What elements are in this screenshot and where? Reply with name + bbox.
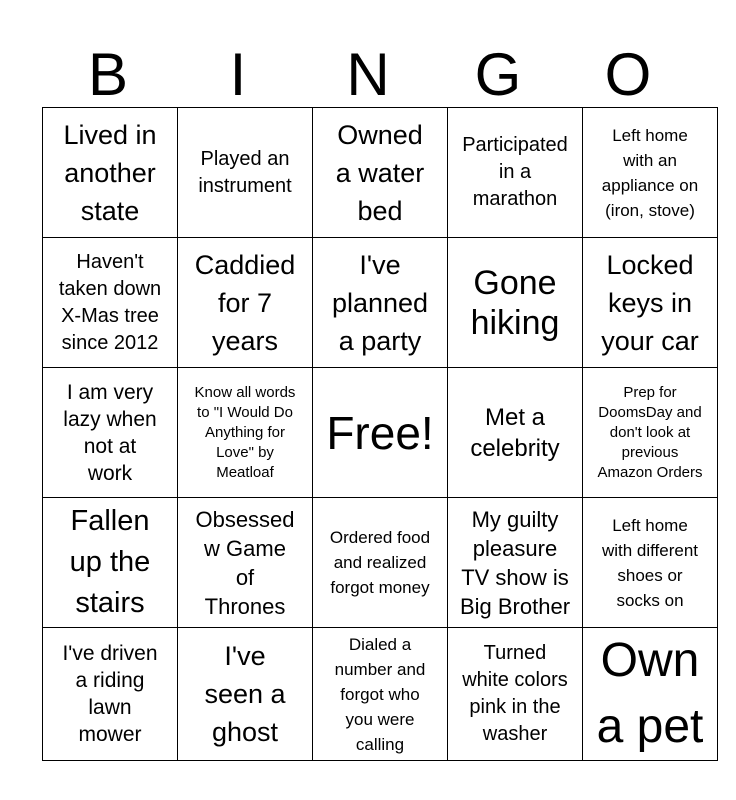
header-letter-o: O [604, 41, 652, 108]
cell-text: Locked keys in your car [601, 249, 699, 356]
cell-text: I've planned a party [331, 249, 429, 356]
cell-text: Gone hiking [470, 263, 560, 342]
cell-text: Left home with different shoes or socks on [601, 515, 699, 610]
bingo-cell[interactable] [178, 238, 313, 368]
board-row [43, 368, 718, 498]
header-letter-g: G [474, 41, 522, 108]
free-cell[interactable] [313, 368, 448, 498]
bingo-cell[interactable] [583, 108, 718, 238]
cell-text: Lived in another state [63, 119, 157, 226]
bingo-cell[interactable] [313, 498, 448, 628]
cell-text: Haven't taken down X-Mas tree since 2012 [58, 250, 162, 354]
bingo-cell[interactable] [43, 108, 178, 238]
cell-text: I've driven a riding lawn mower [62, 642, 158, 746]
header-letter-i: I [229, 41, 247, 108]
cell-text: Ordered food and realized forgot money [329, 528, 431, 597]
free-space-text: Free! [326, 406, 434, 459]
bingo-cell[interactable] [313, 238, 448, 368]
cell-text: Turned white colors pink in the washer [462, 642, 568, 745]
cell-text: I've seen a ghost [204, 641, 286, 747]
bingo-cell[interactable] [43, 368, 178, 498]
cell-text: Left home with an appliance on (iron, stove) [601, 125, 699, 220]
bingo-board [42, 107, 718, 761]
bingo-cell[interactable] [43, 628, 178, 761]
board-row [43, 498, 718, 628]
bingo-cell[interactable] [178, 628, 313, 761]
board-row [43, 238, 718, 368]
bingo-header [43, 42, 693, 108]
bingo-cell[interactable] [43, 498, 178, 628]
bingo-cell[interactable] [583, 498, 718, 628]
header-letter-b: B [87, 41, 129, 108]
cell-text: Know all words to "I Would Do Anything for Love" by Meatloaf [194, 383, 296, 481]
bingo-cell[interactable] [448, 498, 583, 628]
bingo-cell[interactable] [583, 628, 718, 761]
bingo-cell[interactable] [448, 368, 583, 498]
bingo-cell[interactable] [43, 238, 178, 368]
header-letter-n: N [346, 41, 390, 108]
cell-text: Own a pet [596, 634, 704, 753]
cell-text: Participated in a marathon [462, 134, 568, 210]
bingo-cell[interactable] [448, 238, 583, 368]
cell-text: Fallen up the stairs [69, 505, 151, 619]
bingo-cell[interactable] [313, 628, 448, 761]
bingo-cell[interactable] [313, 108, 448, 238]
cell-text: Met a celebrity [470, 403, 560, 462]
cell-text: Obsessed w Game of Thrones [195, 506, 295, 619]
cell-text: Caddied for 7 years [194, 249, 296, 356]
board-row [43, 628, 718, 761]
board-row [43, 108, 718, 238]
cell-text: My guilty pleasure TV show is Big Brother [459, 506, 571, 619]
cell-text: Owned a water bed [335, 119, 425, 226]
bingo-cell[interactable] [178, 368, 313, 498]
bingo-cell[interactable] [178, 498, 313, 628]
cell-text: Dialed a number and forgot who you were calling [334, 634, 426, 754]
bingo-cell[interactable] [178, 108, 313, 238]
bingo-cell[interactable] [583, 238, 718, 368]
cell-text: I am very lazy when not at work [63, 380, 157, 485]
bingo-cell[interactable] [448, 628, 583, 761]
cell-text: Prep for DoomsDay and don't look at previous Amazon Orders [597, 383, 703, 481]
bingo-cell[interactable] [583, 368, 718, 498]
cell-text: Played an instrument [198, 147, 292, 197]
bingo-cell[interactable] [448, 108, 583, 238]
